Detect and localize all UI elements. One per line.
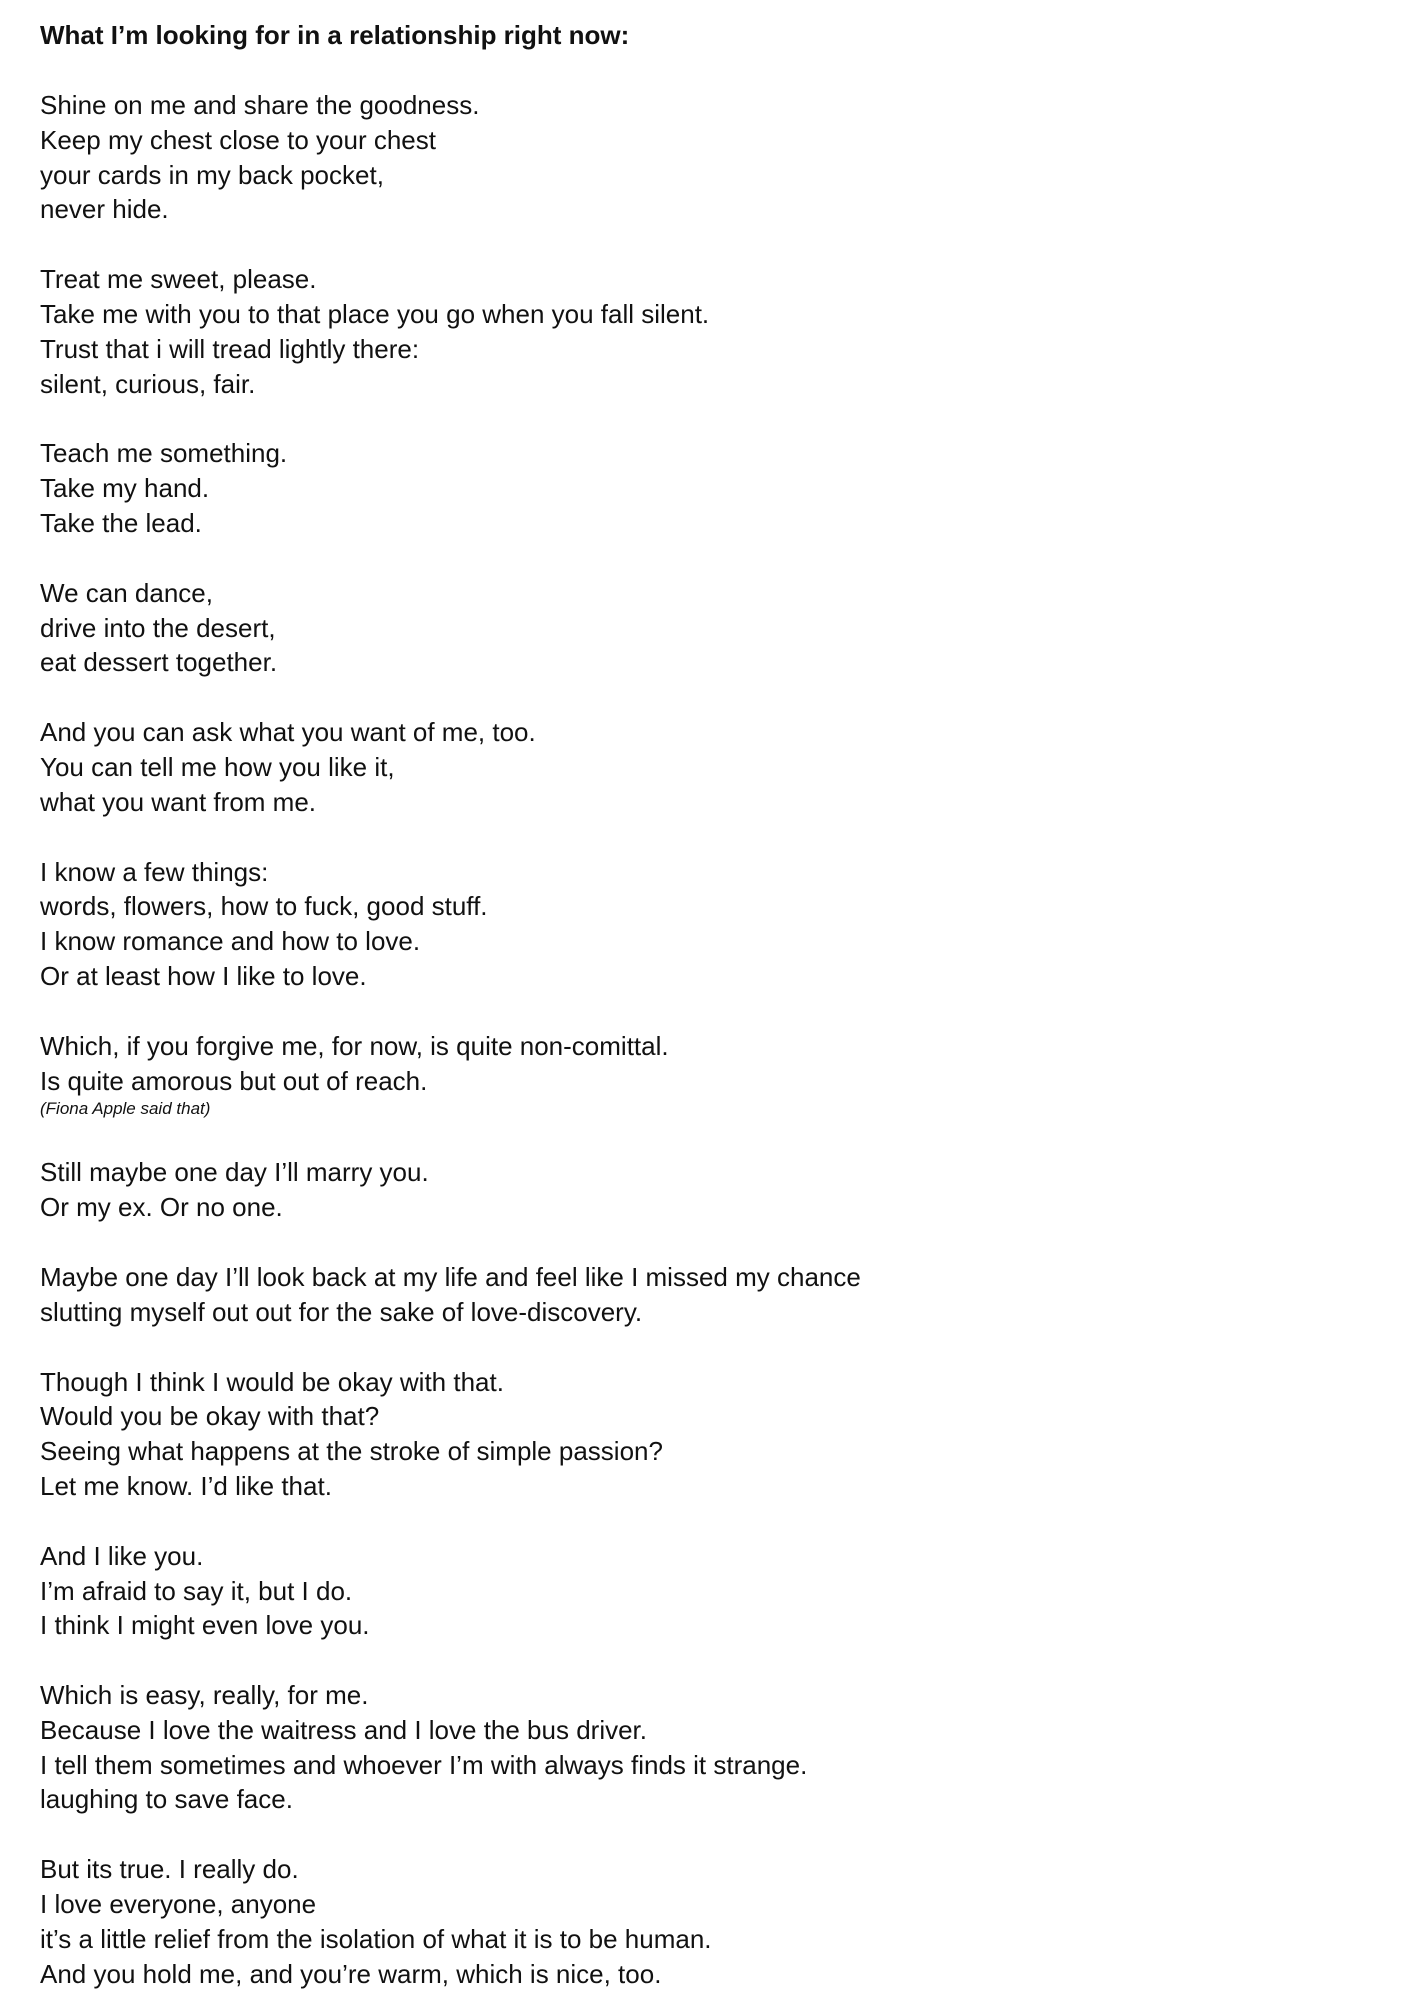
poem-line: Because I love the waitress and I love the bus driver. [40, 1714, 648, 1745]
poem-line: what you want from me. [40, 786, 316, 817]
stanza [40, 1260, 1380, 1330]
poem-line: Shine on me and share the goodness. [40, 90, 480, 120]
stanza [40, 1852, 1380, 1991]
stanza [40, 1365, 1380, 1504]
poem-line: Which is easy, really, for me. [40, 1680, 369, 1711]
poem-line: We can dance, [40, 577, 213, 608]
poem-line: Seeing what happens at the stroke of simple passion? [40, 1436, 663, 1467]
poem-line: Is quite amorous but out of reach. [40, 1065, 428, 1096]
poem-line: Take me with you to that place you go when you fall silent. [40, 298, 710, 329]
poem-line: Teach me something. [40, 438, 288, 469]
stanza [40, 715, 1380, 819]
poem-line: And you can ask what you want of me, too. [40, 717, 536, 748]
poem-line: Take my hand. [40, 473, 210, 504]
poem-line: I tell them sometimes and whoever I’m with always finds it strange. [40, 1749, 808, 1780]
stanza [40, 436, 1380, 540]
poem-line: never hide. [40, 194, 169, 225]
poem-document [40, 18, 1380, 1991]
poem-line: drive into the desert, [40, 612, 276, 643]
poem-line: Take the lead. [40, 507, 202, 538]
poem-line: Though I think I would be okay with that. [40, 1366, 504, 1397]
poem-line: I know a few things: [40, 856, 269, 887]
poem-line: Would you be okay with that? [40, 1401, 380, 1432]
poem-line: Let me know. I’d like that. [40, 1470, 332, 1501]
poem-line: it’s a little relief from the isolation of what it is to be human. [40, 1923, 712, 1954]
poem-line: I think I might even love you. [40, 1610, 370, 1641]
poem-line: Trust that i will tread lightly there: [40, 333, 420, 364]
poem-line: I’m afraid to say it, but I do. [40, 1575, 353, 1606]
stanza [40, 576, 1380, 680]
poem-line: Which, if you forgive me, for now, is quite non-comittal. [40, 1030, 669, 1061]
poem-line: Still maybe one day I’ll marry you. [40, 1157, 429, 1188]
poem-line: Maybe one day I’ll look back at my life and feel like I missed my chance [40, 1261, 861, 1292]
stanza [40, 88, 1380, 227]
poem-line: Or at least how I like to love. [40, 960, 367, 991]
poem-line: I love everyone, anyone [40, 1889, 317, 1920]
stanza [40, 1678, 1380, 1817]
poem-line: silent, curious, fair. [40, 368, 256, 399]
poem-title: What I’m looking for in a relationship right now: [40, 20, 630, 50]
stanza [40, 1155, 1380, 1225]
stanza [40, 1539, 1380, 1643]
poem-line: Keep my chest close to your chest [40, 124, 436, 155]
poem-line: eat dessert together. [40, 647, 278, 678]
poem-line: Or my ex. Or no one. [40, 1192, 283, 1223]
stanza [40, 262, 1380, 401]
stanza [40, 1029, 1380, 1121]
poem-line: slutting myself out out for the sake of love-discovery. [40, 1296, 643, 1327]
poem-line: You can tell me how you like it, [40, 751, 395, 782]
poem-line: And you hold me, and you’re warm, which is nice, too. [40, 1958, 662, 1989]
poem-line: your cards in my back pocket, [40, 159, 384, 190]
poem-line: I know romance and how to love. [40, 926, 421, 957]
poem-line: And I like you. [40, 1540, 204, 1571]
attribution-note: (Fiona Apple said that) [40, 1099, 211, 1119]
poem-line: words, flowers, how to fuck, good stuff. [40, 891, 488, 922]
poem-line: But its true. I really do. [40, 1854, 299, 1885]
stanza [40, 855, 1380, 994]
poem-line: laughing to save face. [40, 1784, 293, 1815]
poem-line: Treat me sweet, please. [40, 264, 317, 295]
